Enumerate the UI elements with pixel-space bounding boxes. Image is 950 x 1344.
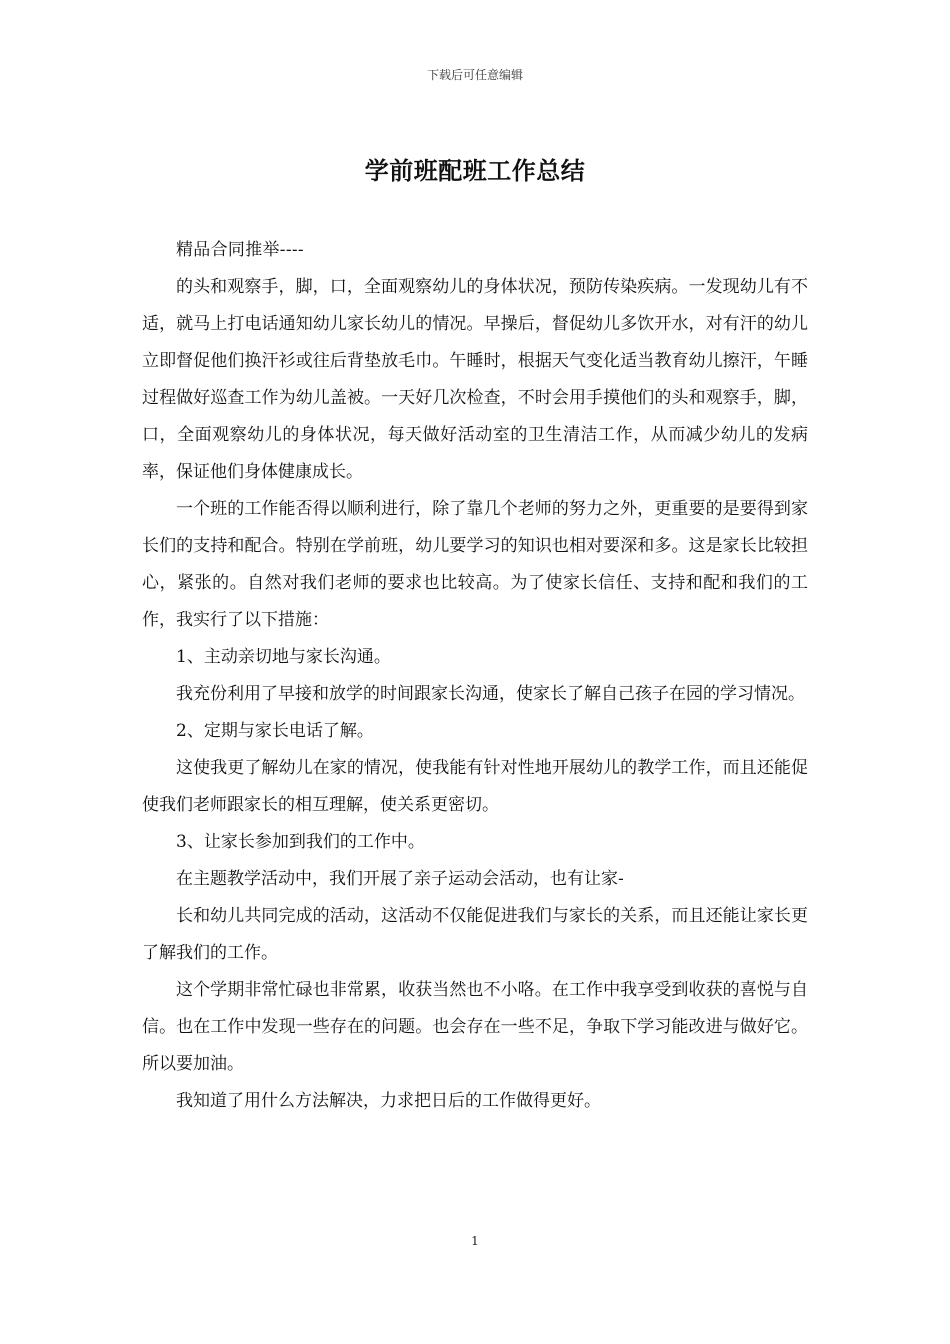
list-item-3-body-line: 在主题教学活动中，我们开展了亲子运动会活动，也有让家- — [176, 869, 624, 889]
paragraph-health-care: 的头和观察手，脚，口，全面观察幼儿的身体状况，预防传染疾病。一发现幼儿有不适，就马上打电话通知幼儿家长幼儿的情况。早操后，督促幼儿多饮开水，对有汗的幼儿立即督促他们换汗衫或往后背垫放毛巾。午睡时，根据天气变化适当教育幼儿擦汗，午睡过程做好巡查工作为幼儿盖被。一天好几次检查，不时会用手摸他们的头和观察手，脚，口，全面观察幼儿的身体状况，每天做好活动室的卫生清洁工作，从而减少幼儿的发病率，保证他们身体健康成长。 — [142, 277, 808, 482]
paragraph-parent-cooperation: 一个班的工作能否得以顺利进行，除了靠几个老师的努力之外，更重要的是要得到家长们的支持和配合。特别在学前班，幼儿要学习的知识也相对要深和多。这是家长比较担心，紧张的。自然对我们老师的要求也比较高。为了使家长信任、支持和配和我们的工作，我实行了以下措施： — [142, 499, 808, 630]
list-item-2-heading: 2、定期与家长电话了解。 — [176, 721, 374, 741]
header-note: 下载后可任意编辑 — [426, 68, 523, 82]
list-item-3-body-continued: 长和幼儿共同完成的活动，这活动不仅能促进我们与家长的关系，而且还能让家长更了解我们的工作。 — [142, 906, 808, 963]
list-item-1-heading: 1、主动亲切地与家长沟通。 — [176, 647, 391, 667]
paragraph-recommendation: 精品合同推举---- — [176, 240, 304, 260]
list-item-3-heading: 3、让家长参加到我们的工作中。 — [176, 832, 425, 852]
document-title: 学前班配班工作总结 — [364, 156, 586, 185]
paragraph-closing: 我知道了用什么方法解决，力求把日后的工作做得更好。 — [176, 1091, 601, 1111]
document-body — [142, 232, 808, 1120]
list-item-1-body: 我充份利用了早接和放学的时间跟家长沟通，使家长了解自己孩子在园的学习情况。 — [176, 684, 805, 704]
paragraph-semester-reflection: 这个学期非常忙碌也非常累，收获当然也不小咯。在工作中我享受到收获的喜悦与自信。也在工作中发现一些存在的问题。也会存在一些不足，争取下学习能改进与做好它。所以要加油。 — [142, 980, 808, 1074]
list-item-2-body: 这使我更了解幼儿在家的情况，使我能有针对性地开展幼儿的教学工作，而且还能促使我们老师跟家长的相互理解，使关系更密切。 — [142, 758, 808, 815]
page-number: 1 — [471, 1234, 479, 1248]
